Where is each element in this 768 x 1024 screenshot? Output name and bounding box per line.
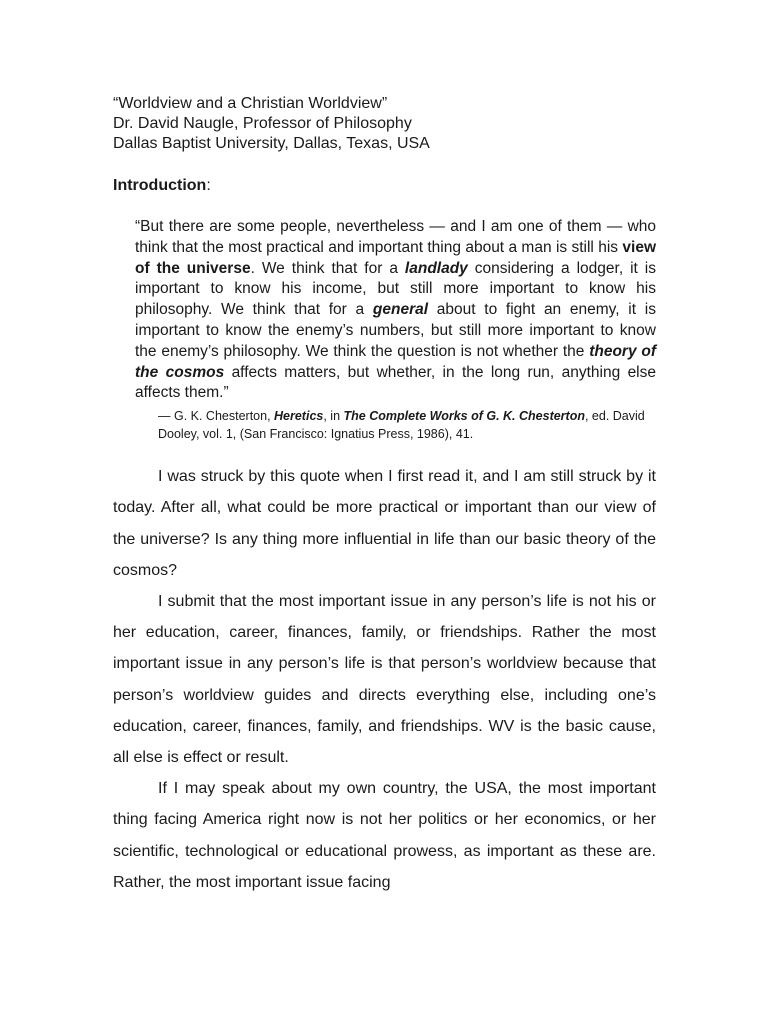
quote-citation [158,407,656,443]
section-heading-text: Introduction [113,177,207,194]
author-line: Dr. David Naugle, Professor of Philosophy [113,115,412,132]
quote-text: . We think that for a [250,259,405,277]
body-paragraph: I submit that the most important issue in any person’s life is not his or her education, career, finances, family, or friendships. Rather the most important issue in any person’s life is that person’s worldview because that person’s worldview guides and directs everything else, including one’s education, career, finances, family, and friendships. WV is the basic cause, all else is effect or result. [113,592,656,766]
affiliation-line: Dallas Baptist University, Dallas, Texas, USA [113,135,430,152]
quote-emphasis: theory of the cosmos [135,342,656,381]
quote-text: affects matters, but whether, in the long run, anything else affects them.” [135,363,657,402]
quote-text: “But there are some people, nevertheless — and I am one of them — who think that the most practical and important thing about a man is still his [135,218,656,256]
quote-emphasis: view of the universe [135,238,656,277]
body-paragraph: I was struck by this quote when I first read it, and I am still struck by it today. After all, what could be more practical or important than our view of the universe? Is any thing more influential in life than our basic theory of the cosmos? [113,468,656,579]
section-heading [113,176,656,196]
quote-emphasis: general [372,301,429,319]
document-page [113,94,656,898]
section-heading-colon: : [206,177,211,194]
quote-text: about to fight an enemy, it is important to know the enemy’s numbers, but still more important to know the enemy’s philosophy. We think the question is not whether the [135,301,656,360]
quote-text: considering a lodger, it is important to know his income, but still more important to know his philosophy. We think that for a [135,259,656,319]
citation-text: , ed. David Dooley, vol. 1, (San Francisco: Ignatius Press, 1986), 41. [158,409,645,442]
citation-work-title: Heretics [274,409,324,424]
document-title: “Worldview and a Christian Worldview” [113,95,388,112]
body-paragraph: If I may speak about my own country, the USA, the most important thing facing America right now is not her politics or her economics, or her scientific, technological or educational prowess, as important as these are. Rather, the most important issue facing [113,780,656,891]
citation-text: — G. K. Chesterton, [158,409,275,424]
citation-work-title: The Complete Works of G. K. Chesterton [343,409,585,424]
block-quote [135,217,656,404]
quote-emphasis: landlady [404,259,468,277]
citation-text: , in [323,409,344,424]
